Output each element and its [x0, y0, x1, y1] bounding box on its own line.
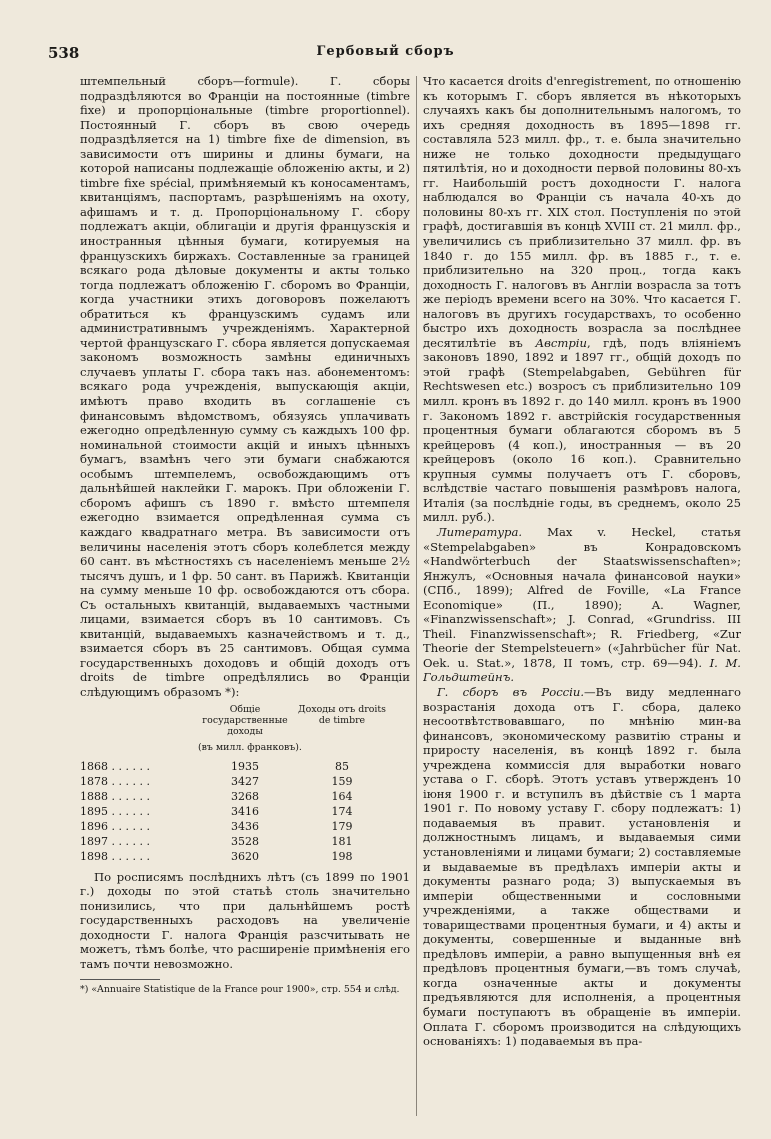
- table-row: [80, 774, 410, 789]
- table-row: [80, 789, 410, 804]
- revenue-table-body: [80, 759, 410, 864]
- literature-text: Max v. Heckel, статья «Stempelabgaben» въ Конрадовскомъ «Handwörterbuch der Staatswissenschaften»; Янжулъ, «Основныя начала финансовой науки» (СПб., 1899); Alfred de Foville, «La France Economique» (П., 1890); A. Wagner, «Finanzwissenschaft»; J. Conrad, «Grundriss. III Theil. Finanzwissenschaft»; R. Friedberg, «Zur Theorie der Stempelsteuern» («Jahrbücher für Nat. Oek. u. Stat.», 1878, II томъ, стр. 69—94).: [423, 524, 741, 670]
- row-timbre: 181: [331, 834, 353, 848]
- row-timbre: 164: [331, 789, 353, 803]
- row-total: 3620: [231, 849, 259, 863]
- right-paragraph-1: [423, 74, 741, 525]
- right-paragraph-1-text: Что касается droits d'enregistrement, по отношенію къ которымъ Г. сборъ является въ нѣкоторыхъ случаяхъ какъ бы дополнительнымъ налогомъ, то ихъ средняя доходность въ 1895—1898 гг. составляла 523 милл. фр., т. е. была значительно ниже не только доходности предыдущаго пятилѣтія, но и доходности первой половины 80-хъ гг. Наибольшій ростъ доходности Г. налога наблюдался во Франціи съ начала 40-хъ до половины 80-хъ гг. XIX стол. Поступленія по этой графѣ, достигавшія въ концѣ XVIII ст. 21 милл. фр., увеличились съ приблизительно 37 милл. фр. въ 1840 г. до 155 милл. фр. въ 1885 г., т. е. приблизительно на 320 проц., тогда какъ доходность Г. налоговъ въ Англіи возрасла за тотъ же періодъ времени всего на 30%. Что касается Г. налоговъ въ другихъ государствахъ, то особенно быстро ихъ доходность возрасла за послѣднее десятилѣтіе въ: [423, 74, 741, 350]
- left-paragraph-1: штемпельный сборъ—formule). Г. сборы подраздѣляются во Франціи на постоянные (timbre fixe) и пропорціональные (timbre proportionnel). Постоянный Г. сборъ въ свою очередь подраздѣляется на 1) timbre fixe de dimension, въ зависимости отъ ширины и длины бумаги, на которой написаны подлежащіе обложенію акты, и 2) timbre fixe spécial, примѣняемый къ коносаментамъ, квитанціямъ, паспортамъ, разрѣшеніямъ на охоту, афишамъ и т. д. Пропорціональному Г. сбору подлежатъ акціи, облигаціи и другія французскія и иностранныя цѣнныя бумаги, котируемыя на французскихъ биржахъ. Составленные за границей всякаго рода дѣловые документы и акты только тогда подлежатъ обложенію Г. сборомъ во Франціи, когда участники этихъ договоровъ пожелаютъ обратиться къ французскимъ судамъ или административнымъ учрежденіямъ. Характерной чертой французскаго Г. сбора является допускаемая закономъ возможность замѣны единичныхъ случаевъ уплаты Г. сбора такъ наз. абонементомъ: всякаго рода учрежденія, выпускающія акціи, имѣютъ право входить въ соглашеніе съ финансовымъ вѣдомствомъ, обязуясь уплачивать ежегодно опредѣленную сумму съ каждыхъ 100 фр. номинальной стоимости акцій и иныхъ цѣнныхъ бумагъ, взамѣнъ чего эти бумаги снабжаются особымъ штемпелемъ, освобождающимъ отъ дальнѣйшей наклейки Г. марокъ. При обложеніи Г. сборомъ афишъ съ 1890 г. вмѣсто штемпеля ежегодно взимается опредѣленная сумма съ каждаго квадратнаго метра. Въ зависимости отъ величины населенія этотъ сборъ колеблется между 60 сант. въ мѣстностяхъ съ населеніемъ меньше 2½ тысячъ душъ, и 1 фр. 50 сант. въ Парижѣ. Квитанціи на сумму меньше 10 фр. освобождаются отъ сбора. Съ остальныхъ квитанцій, выдаваемыхъ частными лицами, взимается сборъ въ 10 сантимовъ. Съ квитанцій, выдаваемыхъ казначействомъ и т. д., взимается сборъ въ 25 сантимовъ. Общая сумма государственныхъ доходовъ и общій доходъ отъ droits de timbre опредѣлялись во Франціи слѣдующимъ образомъ *):: [80, 74, 410, 699]
- row-total: 1935: [231, 759, 259, 773]
- table-row: [80, 759, 410, 774]
- footnote-rule: [80, 979, 160, 980]
- russia-text: —Въ виду медленнаго возрастанія дохода отъ Г. сбора, далеко несоотвѣтствовавшаго, по мнѣнію мин-ва финансовъ, экономическому развитію страны и приросту населенія, въ концѣ 1892 г. была учреждена коммиссія для выработки новаго устава о Г. сборѣ. Этотъ уставъ утвержденъ 10 іюня 1900 г. и вступилъ въ дѣйствіе съ 1 марта 1901 г. По новому уставу Г. сбору подлежатъ: 1) подаваемыя въ правит. установленія и должностнымъ лицамъ, и выдаваемыя сими установленіями и лицами бумаги; 2) составляемые и выдаваемые въ предѣлахъ имперіи акты и документы разнаго рода; 3) выпускаемыя въ имперіи общественными и сословными учрежденіями, а также обществами и товариществами процентныя бумаги, и 4) акты и документы, совершенные и выданные внѣ предѣловъ имперіи, а равно выпущенныя внѣ ея предѣловъ процентныя бумаги,—въ томъ случаѣ, когда означенные акты и документы предъявляются для исполненія, а процентныя бумаги поступаютъ въ обращеніе въ имперіи. Оплата Г. сборомъ производится на слѣдующихъ основаніяхъ: 1) подаваемыя въ пра-: [423, 684, 741, 1049]
- revenue-table-header: [80, 704, 410, 737]
- left-paragraph-2: По росписямъ послѣднихъ лѣтъ (съ 1899 по 1901 г.) доходы по этой статьѣ столь значительно понизились, что при дальнѣйшемъ ростѣ государственныхъ расходовъ на увеличеніе доходности Г. налога Франція разсчитывать не можетъ, тѣмъ болѣе, что расширеніе примѣненія его тамъ почти невозможно.: [80, 869, 410, 971]
- literature-paragraph: [423, 525, 741, 685]
- row-year: 1898 . . . . . .: [80, 849, 150, 863]
- row-year: 1896 . . . . . .: [80, 819, 150, 833]
- row-timbre: 85: [335, 759, 349, 773]
- literature-author: І. М. Гольдштейнъ.: [423, 655, 741, 685]
- row-year: 1895 . . . . . .: [80, 804, 150, 818]
- row-year: 1897 . . . . . .: [80, 834, 150, 848]
- row-total: 3528: [231, 834, 259, 848]
- col-timbre-header: Доходы отъ droits de timbre: [298, 703, 386, 726]
- table-units: (въ милл. франковъ).: [198, 741, 302, 753]
- row-total: 3427: [231, 774, 259, 788]
- literature-label: Литература.: [437, 524, 523, 539]
- row-timbre: 174: [331, 804, 353, 818]
- left-column: [80, 74, 410, 1114]
- row-total: 3416: [231, 804, 259, 818]
- column-divider: [416, 76, 417, 1116]
- table-row: [80, 849, 410, 864]
- austria-label: Австріи: [535, 335, 587, 350]
- page-number: 538: [48, 44, 80, 62]
- right-column: [423, 74, 741, 1124]
- right-paragraph-1b-text: , гдѣ, подъ вліяніемъ законовъ 1890, 1892 и 1897 гг., общій доходъ по этой графѣ (Stempelabgaben, Gebühren für Rechtswesen etc.) возросъ съ приблизительно 109 милл. кронъ въ 1892 г. до 140 милл. кронъ въ 1900 г. Закономъ 1892 г. австрійскія государственныя процентныя бумаги облагаются сборомъ въ 5 крейцеровъ (4 коп.), иностранныя — въ 20 крейцеровъ (около 16 коп.). Сравнительно крупныя суммы получаетъ отъ Г. сборовъ, вслѣдствіе частаго повышенія размѣровъ налога, Италія (за послѣдніе годы, въ среднемъ, около 25 милл. руб.).: [423, 335, 741, 525]
- page-header: [48, 44, 723, 64]
- russia-label: Г. сборъ въ Россіи.: [437, 684, 585, 699]
- running-head: Гербовый сборъ: [316, 44, 455, 59]
- col-total-header: Общіе государственные доходы: [202, 703, 288, 737]
- table-row: [80, 834, 410, 849]
- row-total: 3436: [231, 819, 259, 833]
- row-timbre: 179: [331, 819, 353, 833]
- table-row: [80, 804, 410, 819]
- footnote: *) «Annuaire Statistique de la France pour 1900», стр. 554 и слѣд.: [80, 984, 400, 996]
- revenue-table: [80, 704, 410, 864]
- table-row: [80, 819, 410, 834]
- row-year: 1888 . . . . . .: [80, 789, 150, 803]
- row-timbre: 159: [331, 774, 353, 788]
- russia-paragraph: [423, 685, 741, 1049]
- row-total: 3268: [231, 789, 259, 803]
- row-year: 1868 . . . . . .: [80, 759, 150, 773]
- row-timbre: 198: [331, 849, 353, 863]
- row-year: 1878 . . . . . .: [80, 774, 150, 788]
